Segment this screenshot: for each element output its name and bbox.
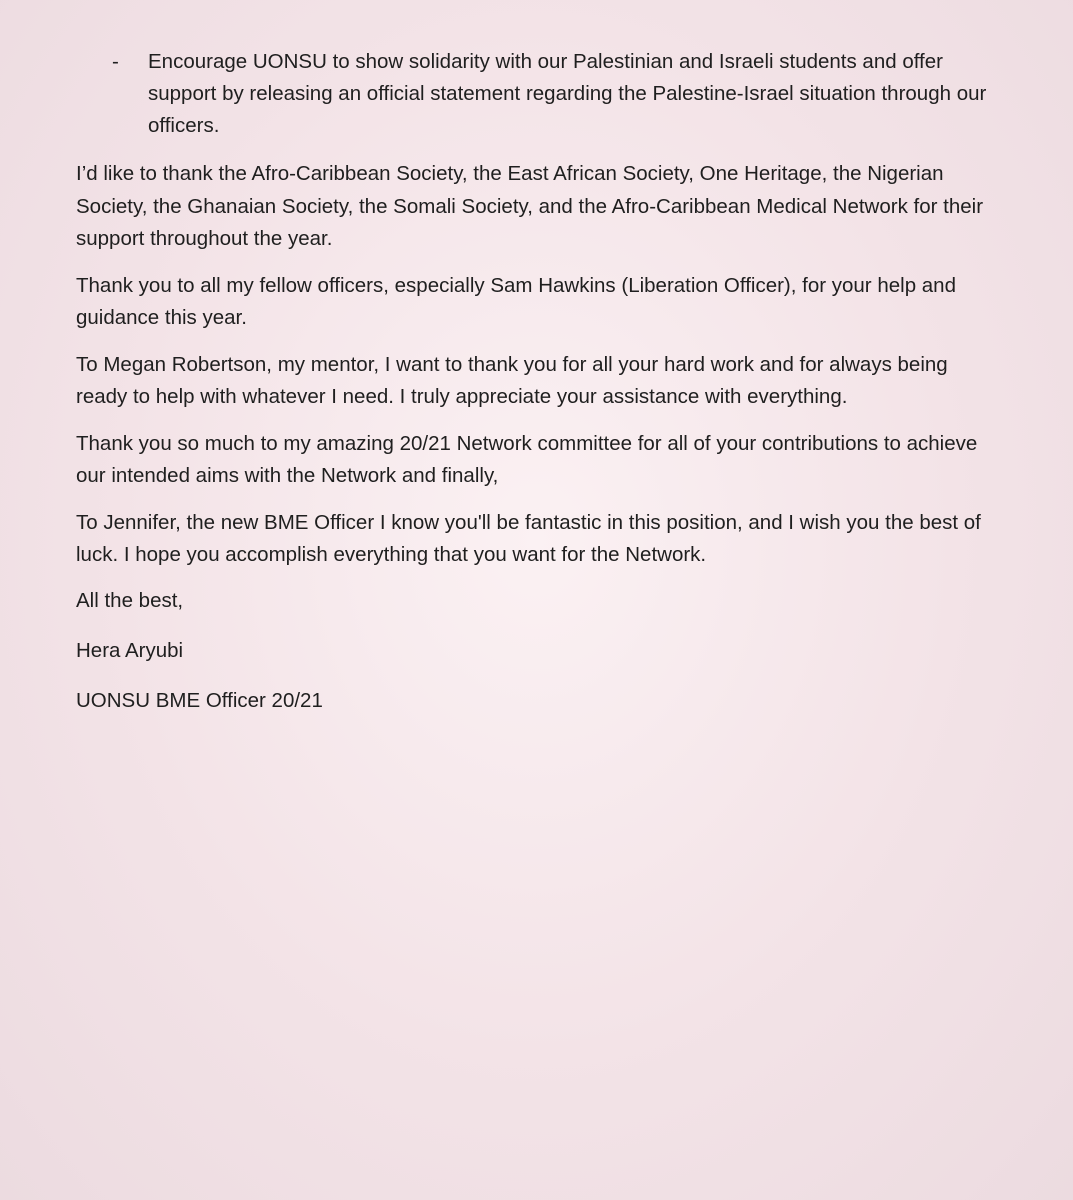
bullet-item — [76, 46, 1003, 142]
signature-title: UONSU BME Officer 20/21 — [76, 688, 323, 712]
thanks-societies-paragraph: I’d like to thank the Afro-Caribbean Society, the East African Society, One Heritage, the Nigerian Society, the Ghanaian Society, the Somali Society, and the Afro-Caribbean Medical Network for their support throughout the year. — [76, 162, 984, 250]
bullet-marker: - — [112, 50, 119, 73]
closing-line: All the best, — [76, 588, 184, 612]
bullet-text: Encourage UONSU to show solidarity with our Palestinian and Israeli students and offer support by releasing an official statement regarding the Palestine-Israel situation through our officers. — [148, 50, 987, 137]
successor-paragraph: To Jennifer, the new BME Officer I know you'll be fantastic in this position, and I wish you the best of luck. I hope you accomplish everything that you want for the Network. — [76, 510, 981, 566]
thanks-committee-paragraph: Thank you so much to my amazing 20/21 Network committee for all of your contributions to achieve our intended aims with the Network and finally, — [76, 431, 978, 487]
thanks-mentor-paragraph: To Megan Robertson, my mentor, I want to thank you for all your hard work and for always being ready to help with whatever I need. I truly appreciate your assistance with everything. — [76, 352, 948, 408]
thanks-officers-paragraph: Thank you to all my fellow officers, especially Sam Hawkins (Liberation Officer), for your help and guidance this year. — [76, 273, 956, 329]
signature-name: Hera Aryubi — [76, 638, 184, 662]
